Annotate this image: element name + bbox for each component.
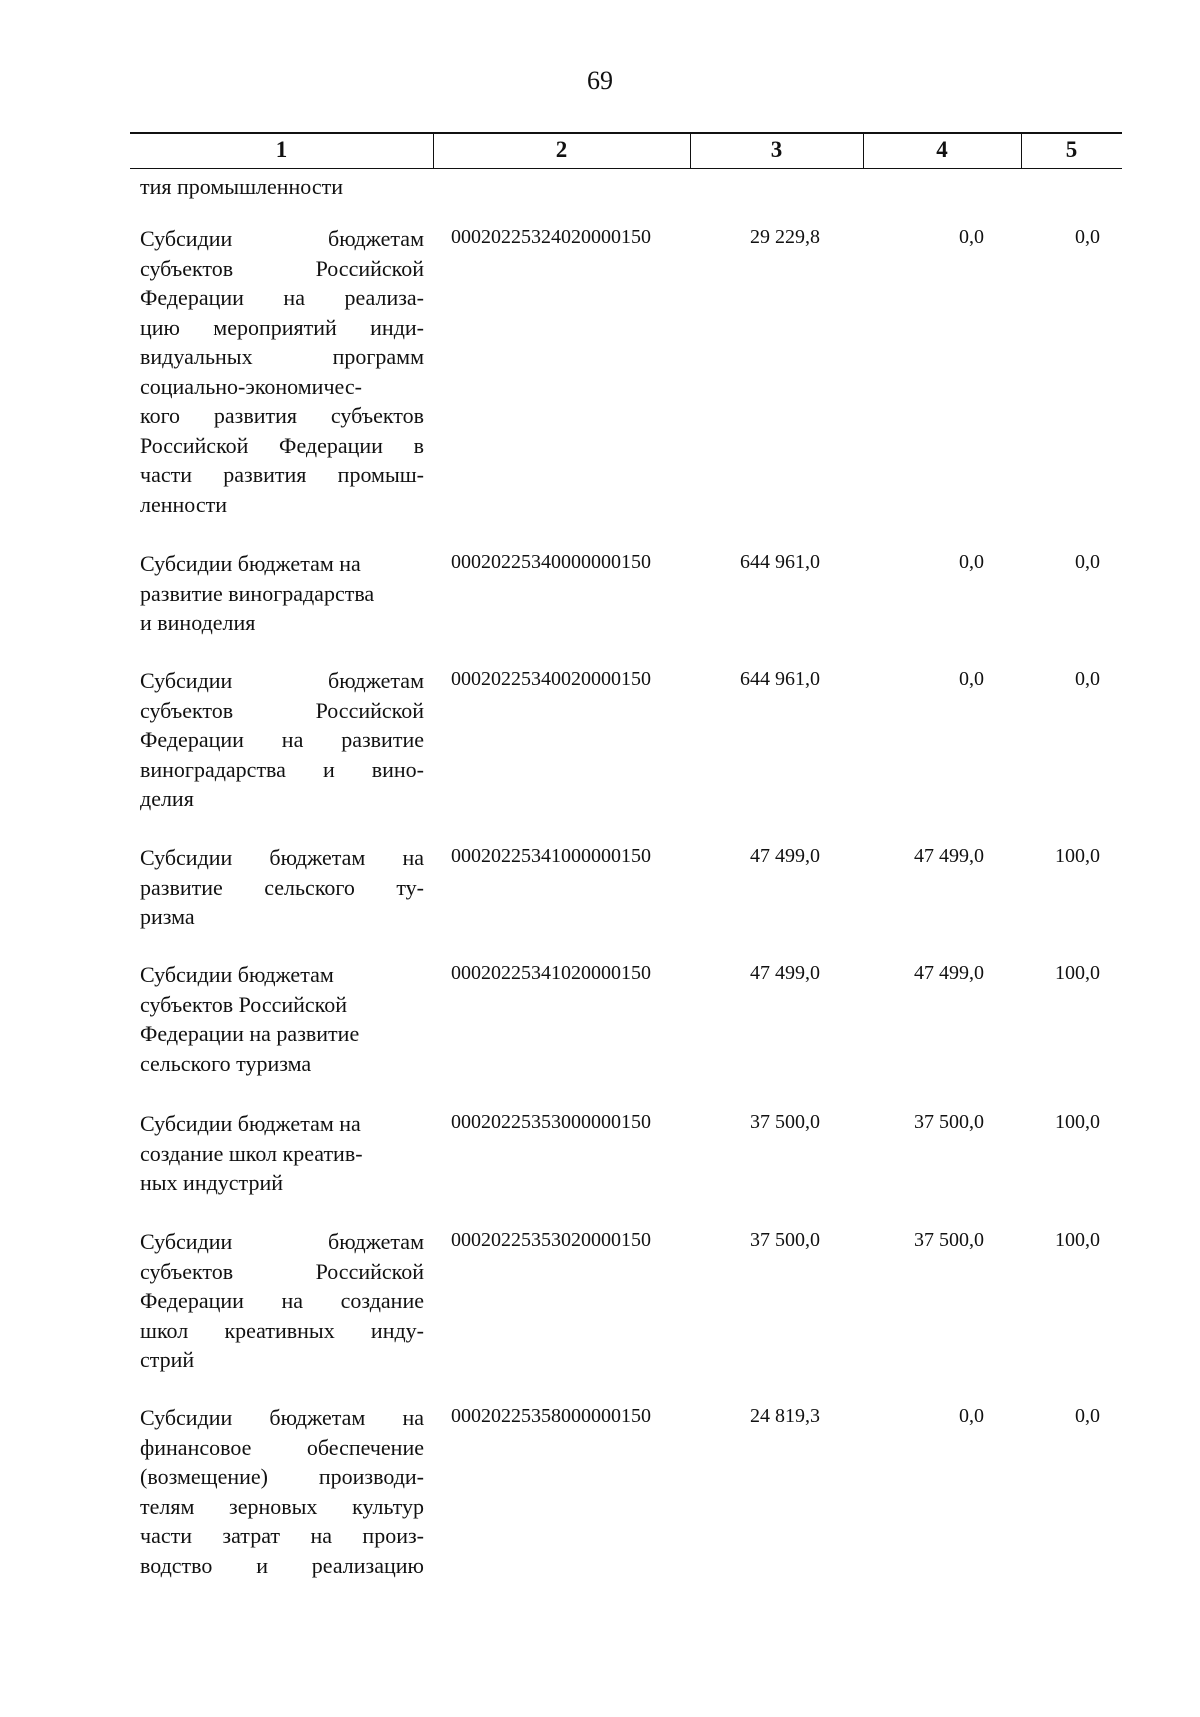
row-description: Субсидии бюджетам на финансовое обеспечение (возмещение) производи- телям зерновых культур части затрат на произ- водство и реализацию	[140, 1405, 424, 1578]
row-code: 00020225341020000150	[451, 962, 651, 984]
row-description: Субсидии бюджетам на развитие виноградарства и виноделия	[140, 551, 375, 635]
row-description: Субсидии бюджетам субъектов Российской Федерации на развитие сельского туризма	[140, 962, 360, 1076]
continuation-text: тия промышленности	[140, 174, 343, 199]
page-number: 69	[587, 66, 613, 95]
column-number-2: 2	[555, 137, 568, 162]
row-code: 00020225341000000150	[451, 845, 651, 867]
row-value-col5: 0,0	[1075, 668, 1100, 690]
row-code: 00020225340000000150	[451, 551, 651, 573]
column-number-3: 3	[770, 137, 783, 162]
row-value-col3: 644 961,0	[740, 668, 820, 690]
row-value-col5: 0,0	[1075, 551, 1100, 573]
column-number-4: 4	[936, 137, 948, 162]
row-code: 00020225340020000150	[451, 668, 651, 690]
row-value-col5: 100,0	[1055, 1111, 1100, 1133]
row-value-col4: 37 500,0	[914, 1229, 984, 1251]
column-number-5: 5	[1065, 137, 1078, 162]
row-code: 00020225353020000150	[451, 1229, 651, 1251]
row-value-col5: 100,0	[1055, 962, 1100, 984]
row-value-col5: 100,0	[1055, 845, 1100, 867]
row-description: Субсидии бюджетам субъектов Российской Федерации на реализа- цию мероприятий инди- видуальных программ социально-экономичес- кого развития субъектов Российской Федерации в части развития промыш- ленности	[140, 226, 424, 517]
row-description: Субсидии бюджетам субъектов Российской Федерации на развитие виноградарства и вино- делия	[140, 668, 424, 811]
row-value-col3: 24 819,3	[750, 1405, 820, 1427]
row-description: Субсидии бюджетам субъектов Российской Федерации на создание школ креативных инду- стрий	[140, 1229, 424, 1372]
row-value-col5: 100,0	[1055, 1229, 1100, 1251]
row-value-col3: 47 499,0	[750, 962, 820, 984]
row-value-col4: 0,0	[959, 226, 984, 248]
row-value-col3: 47 499,0	[750, 845, 820, 867]
row-code: 00020225358000000150	[451, 1405, 651, 1427]
row-code: 00020225353000000150	[451, 1111, 651, 1133]
row-value-col4: 0,0	[959, 551, 984, 573]
row-description: Субсидии бюджетам на создание школ креатив- ных индустрий	[140, 1111, 363, 1195]
column-number-1: 1	[275, 137, 288, 162]
row-value-col3: 37 500,0	[750, 1229, 820, 1251]
row-value-col3: 37 500,0	[750, 1111, 820, 1133]
row-code: 00020225324020000150	[451, 226, 651, 248]
row-value-col4: 0,0	[959, 1405, 984, 1427]
row-value-col4: 47 499,0	[914, 962, 984, 984]
row-value-col4: 0,0	[959, 668, 984, 690]
row-value-col4: 47 499,0	[914, 845, 984, 867]
row-value-col5: 0,0	[1075, 226, 1100, 248]
table-column-numbers	[130, 132, 1122, 169]
row-value-col4: 37 500,0	[914, 1111, 984, 1133]
row-value-col3: 29 229,8	[750, 226, 820, 248]
row-value-col5: 0,0	[1075, 1405, 1100, 1427]
row-value-col3: 644 961,0	[740, 551, 820, 573]
row-description: Субсидии бюджетам на развитие сельского ту- ризма	[140, 845, 424, 929]
